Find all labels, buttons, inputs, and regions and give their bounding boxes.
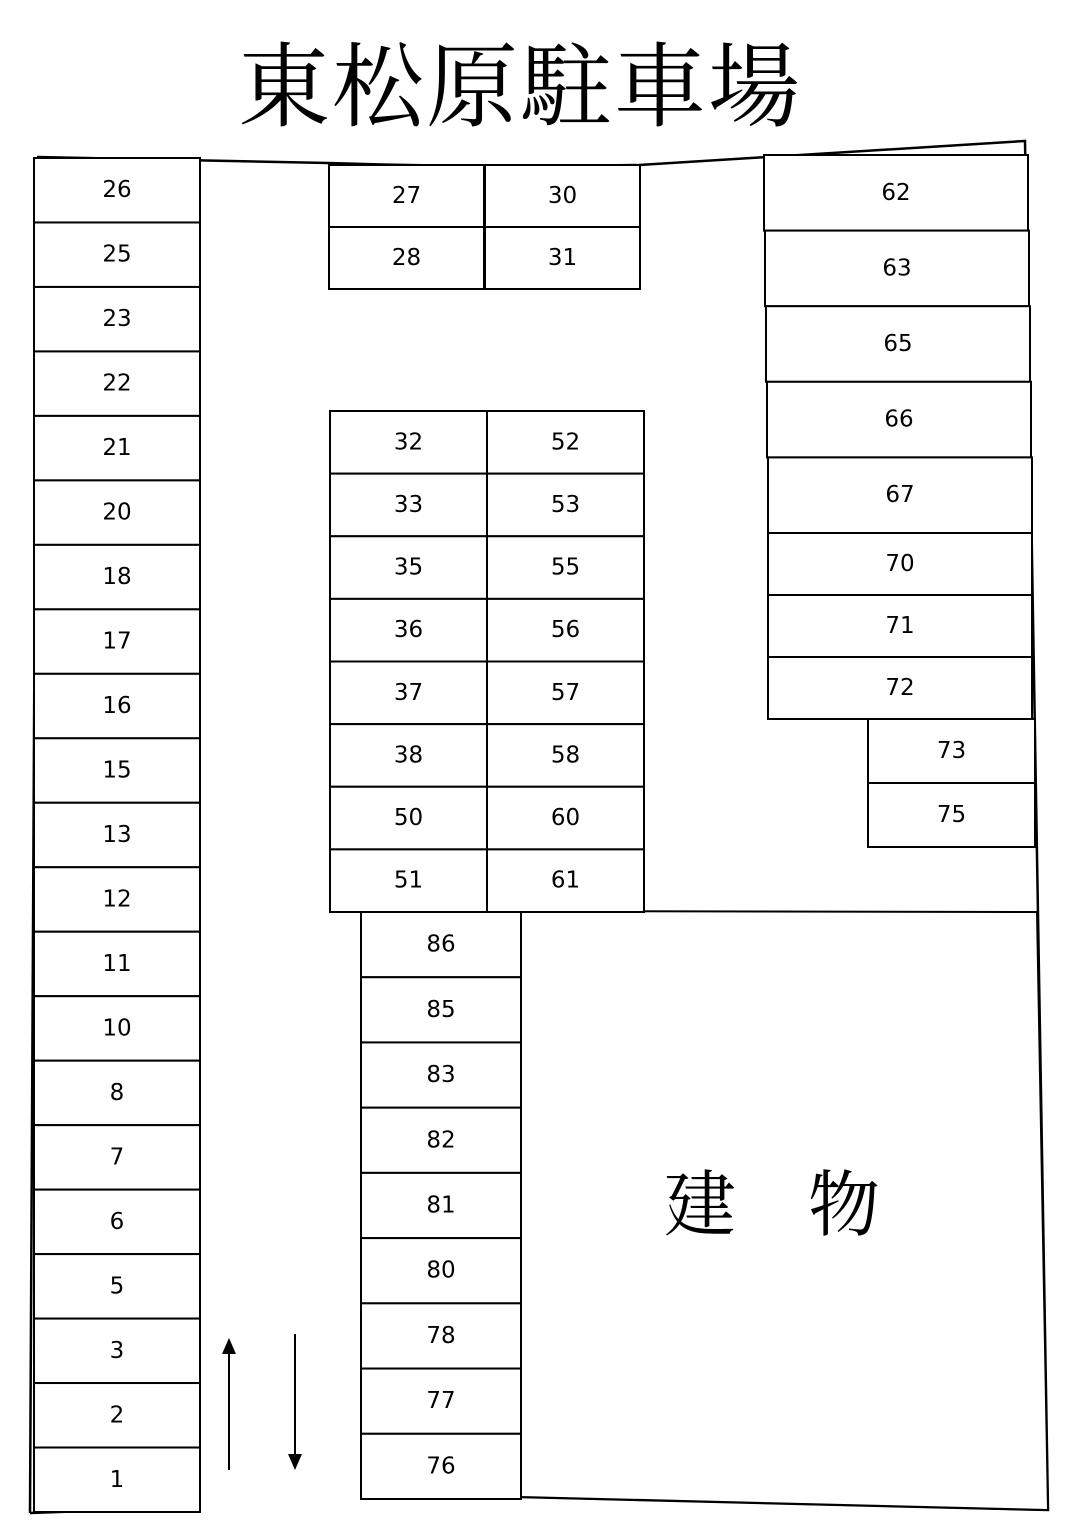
- spot-number: 31: [547, 245, 578, 271]
- spot-number: 28: [391, 245, 422, 271]
- spot-number: 18: [102, 564, 132, 591]
- parking-spot-60[interactable]: [487, 787, 644, 850]
- spot-number: 66: [884, 406, 914, 433]
- arrow-down-head-icon: [288, 1454, 302, 1470]
- parking-spot-77[interactable]: [361, 1369, 521, 1434]
- parking-spot-31[interactable]: [485, 227, 640, 289]
- parking-spot-1[interactable]: [34, 1448, 200, 1512]
- spot-number: 30: [547, 183, 578, 209]
- spot-number: 50: [393, 805, 424, 832]
- spot-number: 67: [885, 482, 915, 509]
- parking-spot-2[interactable]: [34, 1383, 200, 1447]
- spot-number: 32: [393, 429, 424, 456]
- parking-spot-70[interactable]: [768, 533, 1032, 595]
- parking-spot-50[interactable]: [330, 787, 487, 850]
- parking-spot-63[interactable]: [765, 231, 1029, 307]
- spot-number: 10: [102, 1015, 132, 1042]
- parking-spot-5[interactable]: [34, 1254, 200, 1318]
- parking-spot-20[interactable]: [34, 480, 200, 544]
- spot-number: 58: [550, 742, 581, 769]
- parking-spot-72[interactable]: [768, 657, 1032, 719]
- parking-spot-32[interactable]: [330, 411, 487, 474]
- parking-spot-18[interactable]: [34, 545, 200, 609]
- spot-number: 78: [426, 1322, 456, 1349]
- arrow-up-head-icon: [222, 1338, 236, 1354]
- parking-spot-81[interactable]: [361, 1173, 521, 1238]
- spot-number: 35: [393, 554, 424, 581]
- parking-spot-86[interactable]: [361, 912, 521, 977]
- spot-number: 77: [426, 1388, 456, 1415]
- spot-number: 63: [882, 255, 912, 282]
- spot-number: 83: [426, 1062, 456, 1089]
- parking-spot-62[interactable]: [764, 155, 1028, 231]
- spot-number: 17: [102, 628, 132, 655]
- parking-spot-52[interactable]: [487, 411, 644, 474]
- parking-spot-36[interactable]: [330, 599, 487, 662]
- spot-number: 26: [102, 177, 132, 204]
- parking-spot-26[interactable]: [34, 158, 200, 222]
- spot-number: 36: [393, 617, 424, 644]
- parking-spot-71[interactable]: [768, 595, 1032, 657]
- parking-spot-55[interactable]: [487, 536, 644, 599]
- parking-spot-30[interactable]: [485, 165, 640, 227]
- parking-spot-16[interactable]: [34, 674, 200, 738]
- spot-number: 62: [881, 179, 911, 206]
- parking-spot-57[interactable]: [487, 662, 644, 725]
- parking-spot-56[interactable]: [487, 599, 644, 662]
- spot-number: 6: [109, 1208, 125, 1235]
- parking-spot-12[interactable]: [34, 867, 200, 931]
- parking-spot-35[interactable]: [330, 536, 487, 599]
- parking-spot-10[interactable]: [34, 996, 200, 1060]
- parking-spot-27[interactable]: [329, 165, 484, 227]
- spot-number: 1: [109, 1466, 125, 1493]
- parking-spot-23[interactable]: [34, 287, 200, 351]
- parking-spot-22[interactable]: [34, 351, 200, 415]
- spot-number: 72: [885, 675, 915, 701]
- spot-number: 27: [391, 183, 422, 209]
- parking-spot-76[interactable]: [361, 1434, 521, 1499]
- parking-spot-61[interactable]: [487, 849, 644, 912]
- traffic-arrows: [222, 1334, 302, 1470]
- parking-spot-73[interactable]: [868, 719, 1035, 783]
- parking-spot-53[interactable]: [487, 474, 644, 537]
- parking-spot-78[interactable]: [361, 1303, 521, 1368]
- parking-spot-21[interactable]: [34, 416, 200, 480]
- parking-spot-13[interactable]: [34, 803, 200, 867]
- spot-number: 75: [936, 802, 967, 828]
- parking-spot-28[interactable]: [329, 227, 484, 289]
- spot-number: 71: [885, 613, 915, 639]
- spot-number: 13: [102, 822, 132, 848]
- spot-number: 15: [102, 757, 132, 784]
- building: [521, 911, 1048, 1510]
- parking-spot-75[interactable]: [868, 783, 1035, 847]
- spot-number: 70: [885, 551, 915, 577]
- parking-spot-6[interactable]: [34, 1190, 200, 1254]
- spot-number: 61: [550, 867, 581, 894]
- spot-number: 25: [102, 241, 132, 268]
- parking-spot-66[interactable]: [767, 382, 1031, 458]
- parking-spot-58[interactable]: [487, 724, 644, 787]
- parking-spot-37[interactable]: [330, 662, 487, 725]
- parking-spot-7[interactable]: [34, 1125, 200, 1189]
- parking-spot-33[interactable]: [330, 474, 487, 537]
- parking-spot-80[interactable]: [361, 1238, 521, 1303]
- spot-number: 22: [102, 370, 132, 397]
- parking-spot-83[interactable]: [361, 1042, 521, 1107]
- spot-number: 65: [883, 331, 913, 357]
- parking-spot-11[interactable]: [34, 932, 200, 996]
- spot-number: 76: [426, 1453, 456, 1480]
- spot-number: 53: [550, 491, 581, 518]
- spot-number: 51: [393, 867, 424, 894]
- parking-spot-51[interactable]: [330, 849, 487, 912]
- parking-spot-8[interactable]: [34, 1061, 200, 1125]
- spot-number: 85: [426, 996, 456, 1023]
- parking-spot-25[interactable]: [34, 222, 200, 286]
- spot-number: 7: [109, 1144, 125, 1171]
- spot-number: 82: [426, 1127, 456, 1154]
- spot-number: 5: [109, 1273, 125, 1300]
- spot-number: 20: [102, 499, 132, 526]
- spot-number: 73: [936, 738, 967, 764]
- spot-number: 33: [393, 491, 424, 518]
- parking-spot-82[interactable]: [361, 1108, 521, 1173]
- spot-number: 57: [550, 679, 581, 706]
- page-title: 東松原駐車場: [237, 34, 802, 141]
- spot-number: 60: [550, 805, 581, 832]
- parking-spot-38[interactable]: [330, 724, 487, 787]
- spot-number: 52: [550, 429, 581, 456]
- parking-spot-3[interactable]: [34, 1319, 200, 1383]
- spot-number: 12: [102, 886, 132, 913]
- spot-number: 8: [109, 1079, 125, 1106]
- spot-number: 37: [393, 679, 424, 706]
- spot-number: 86: [426, 931, 456, 958]
- spot-number: 21: [102, 435, 132, 462]
- spot-number: 3: [109, 1337, 125, 1364]
- parking-spot-65[interactable]: [766, 306, 1030, 382]
- spot-number: 38: [393, 742, 424, 769]
- spot-number: 55: [550, 554, 581, 581]
- building-label: 建 物: [663, 1163, 881, 1247]
- spot-number: 2: [109, 1402, 125, 1429]
- parking-spot-85[interactable]: [361, 977, 521, 1042]
- spot-number: 80: [426, 1257, 456, 1284]
- spot-number: 16: [102, 693, 132, 720]
- spot-number: 11: [102, 950, 132, 977]
- parking-spot-15[interactable]: [34, 738, 200, 802]
- spot-number: 81: [426, 1192, 456, 1219]
- spot-number: 56: [550, 617, 581, 644]
- parking-spot-67[interactable]: [768, 457, 1032, 533]
- parking-spot-17[interactable]: [34, 609, 200, 673]
- spot-number: 23: [102, 306, 132, 333]
